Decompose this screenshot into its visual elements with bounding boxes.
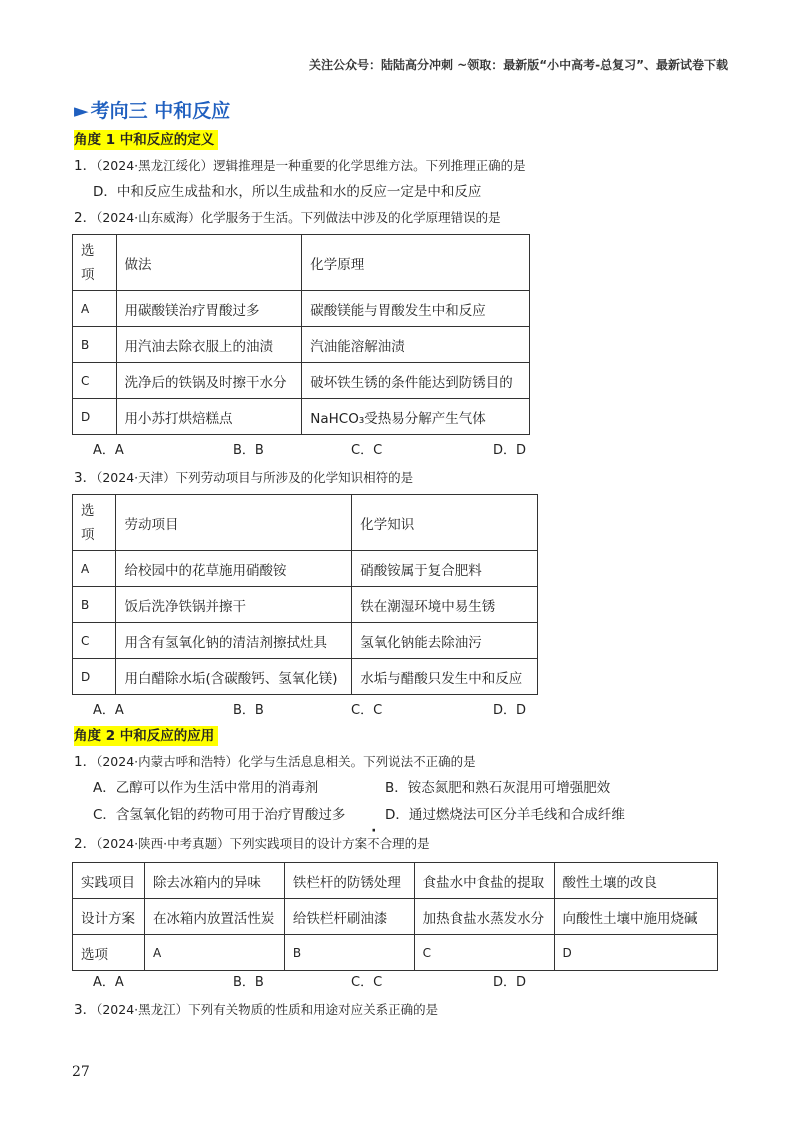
table-row	[73, 291, 530, 327]
table-header-cell: 选项	[73, 235, 117, 291]
table-cell: 加热食盐水蒸发水分	[414, 899, 554, 935]
question-number: 2．	[74, 836, 97, 852]
triangle-icon: ►	[74, 100, 89, 122]
table-row	[73, 587, 538, 623]
table-cell: 水垢与醋酸只发生中和反应	[352, 659, 538, 695]
question-number: 1．	[74, 754, 97, 770]
table-cell: 设计方案	[73, 899, 145, 935]
table-cell: B	[73, 587, 116, 623]
choice-b: B．B	[233, 703, 264, 718]
choice-a: A．A	[93, 443, 124, 458]
table-cell: C	[73, 623, 116, 659]
table-header-cell: 选项	[73, 495, 116, 551]
table-cell: 给校园中的花草施用硝酸铵	[116, 551, 352, 587]
table-cell: 除去冰箱内的异味	[144, 863, 284, 899]
section-title	[74, 96, 230, 123]
choice-a: A．A	[93, 975, 124, 990]
question-text: （2024·内蒙古呼和浩特）化学与生活息息相关。下列说法不正确的是	[96, 754, 476, 769]
question-text: （2024·陕西·中考真题）下列实践项目的设计方案	[96, 836, 368, 851]
table-cell: 选项	[73, 935, 145, 971]
table-row	[73, 327, 530, 363]
angle2-label: 角度 2 中和反应的应用	[74, 726, 218, 746]
question-text: （2024·山东威海）化学服务于生活。下列做法中涉及的化学原理错误的是	[96, 210, 501, 225]
choice-c: C．C	[351, 703, 383, 718]
a2q1-option-c: C．含氢氧化铝的药物可用于治疗胃酸过多	[93, 807, 346, 823]
table-row	[73, 623, 538, 659]
table-cell: NaHCO₃受热易分解产生气体	[302, 399, 530, 435]
angle1-label: 角度 1 中和反应的定义	[74, 130, 218, 150]
table-cell: A	[73, 291, 117, 327]
page-number: 27	[72, 1064, 90, 1080]
choice-a: A．A	[93, 703, 124, 718]
section-title-text: 考向三 中和反应	[90, 100, 231, 122]
table-cell: 洗净后的铁锅及时擦干水分	[116, 363, 302, 399]
table-cell: 氢氧化钠能去除油污	[352, 623, 538, 659]
emphasis-text: 不合理	[367, 836, 405, 851]
table-cell: A	[144, 935, 284, 971]
question-text: （2024·天津）下列劳动项目与所涉及的化学知识相符的是	[96, 470, 414, 485]
a2q3-stem	[74, 1000, 438, 1020]
table-header-row	[73, 495, 538, 551]
a2q1-stem	[74, 752, 476, 772]
choice-c: C．C	[351, 443, 383, 458]
a1q2-table	[72, 234, 530, 435]
table-row	[73, 899, 718, 935]
table-cell: B	[73, 327, 117, 363]
question-text: （2024·黑龙江绥化）逻辑推理是一种重要的化学思维方法。下列推理正确的是	[96, 158, 526, 173]
table-cell: 碳酸镁能与胃酸发生中和反应	[302, 291, 530, 327]
a2q1-option-b: B．铵态氮肥和熟石灰混用可增强肥效	[385, 780, 611, 796]
table-row	[73, 551, 538, 587]
table-cell: 饭后洗净铁锅并擦干	[116, 587, 352, 623]
a2q2-table	[72, 862, 718, 971]
question-number: 1．	[74, 158, 97, 174]
table-cell: 给铁栏杆刷油漆	[284, 899, 414, 935]
table-cell: 用汽油去除衣服上的油渍	[116, 327, 302, 363]
table-cell: 用碳酸镁治疗胃酸过多	[116, 291, 302, 327]
a1q3-table	[72, 494, 538, 695]
question-number: 3．	[74, 1002, 97, 1018]
question-text: （2024·黑龙江）下列有关物质的性质和用途对应关系正确的是	[96, 1002, 439, 1017]
table-cell: 铁在潮湿环境中易生锈	[352, 587, 538, 623]
choice-c: C．C	[351, 975, 383, 990]
a2q2-stem	[74, 834, 430, 854]
a1q2-stem	[74, 208, 501, 228]
a2q1-option-d: D．通过燃烧法可区分羊毛线和合成纤维	[385, 807, 625, 823]
table-cell: D	[73, 399, 117, 435]
table-row	[73, 363, 530, 399]
a1q1-stem	[74, 156, 526, 176]
table-cell: D	[73, 659, 116, 695]
table-row	[73, 659, 538, 695]
question-number: 3．	[74, 470, 97, 486]
table-cell: 酸性土壤的改良	[554, 863, 717, 899]
table-row	[73, 935, 718, 971]
table-header-row	[73, 235, 530, 291]
table-cell: C	[73, 363, 117, 399]
choice-b: B．B	[233, 975, 264, 990]
table-header-cell: 化学知识	[352, 495, 538, 551]
choice-d: D．D	[493, 975, 527, 990]
table-header-cell: 劳动项目	[116, 495, 352, 551]
table-cell: 汽油能溶解油渍	[302, 327, 530, 363]
table-cell: 破坏铁生锈的条件能达到防锈目的	[302, 363, 530, 399]
table-cell: A	[73, 551, 116, 587]
table-cell: 用白醋除水垢(含碳酸钙、氢氧化镁)	[116, 659, 352, 695]
table-header-cell: 做法	[116, 235, 302, 291]
table-cell: 铁栏杆的防锈处理	[284, 863, 414, 899]
choice-b: B．B	[233, 443, 264, 458]
table-cell: 食盐水中食盐的提取	[414, 863, 554, 899]
table-cell: 用小苏打烘焙糕点	[116, 399, 302, 435]
table-cell: B	[284, 935, 414, 971]
choice-d: D．D	[493, 703, 527, 718]
question-number: 2．	[74, 210, 97, 226]
a1q1-option-d: D．中和反应生成盐和水，所以生成盐和水的反应一定是中和反应	[93, 184, 482, 200]
choice-d: D．D	[493, 443, 527, 458]
table-cell: 用含有氢氧化钠的清洁剂擦拭灶具	[116, 623, 352, 659]
page-header: 关注公众号：陆陆高分冲刺 ~领取：最新版“小中高考-总复习”、最新试卷下载	[309, 58, 728, 72]
table-row	[73, 863, 718, 899]
table-row	[73, 399, 530, 435]
a2q1-option-a: A．乙醇可以作为生活中常用的消毒剂	[93, 780, 319, 796]
table-cell: 实践项目	[73, 863, 145, 899]
table-cell: 向酸性土壤中施用烧碱	[554, 899, 717, 935]
a1q3-stem	[74, 468, 413, 488]
table-cell: 在冰箱内放置活性炭	[144, 899, 284, 935]
table-cell: C	[414, 935, 554, 971]
table-cell: D	[554, 935, 717, 971]
question-text: 的是	[404, 836, 430, 851]
table-header-cell: 化学原理	[302, 235, 530, 291]
table-cell: 硝酸铵属于复合肥料	[352, 551, 538, 587]
